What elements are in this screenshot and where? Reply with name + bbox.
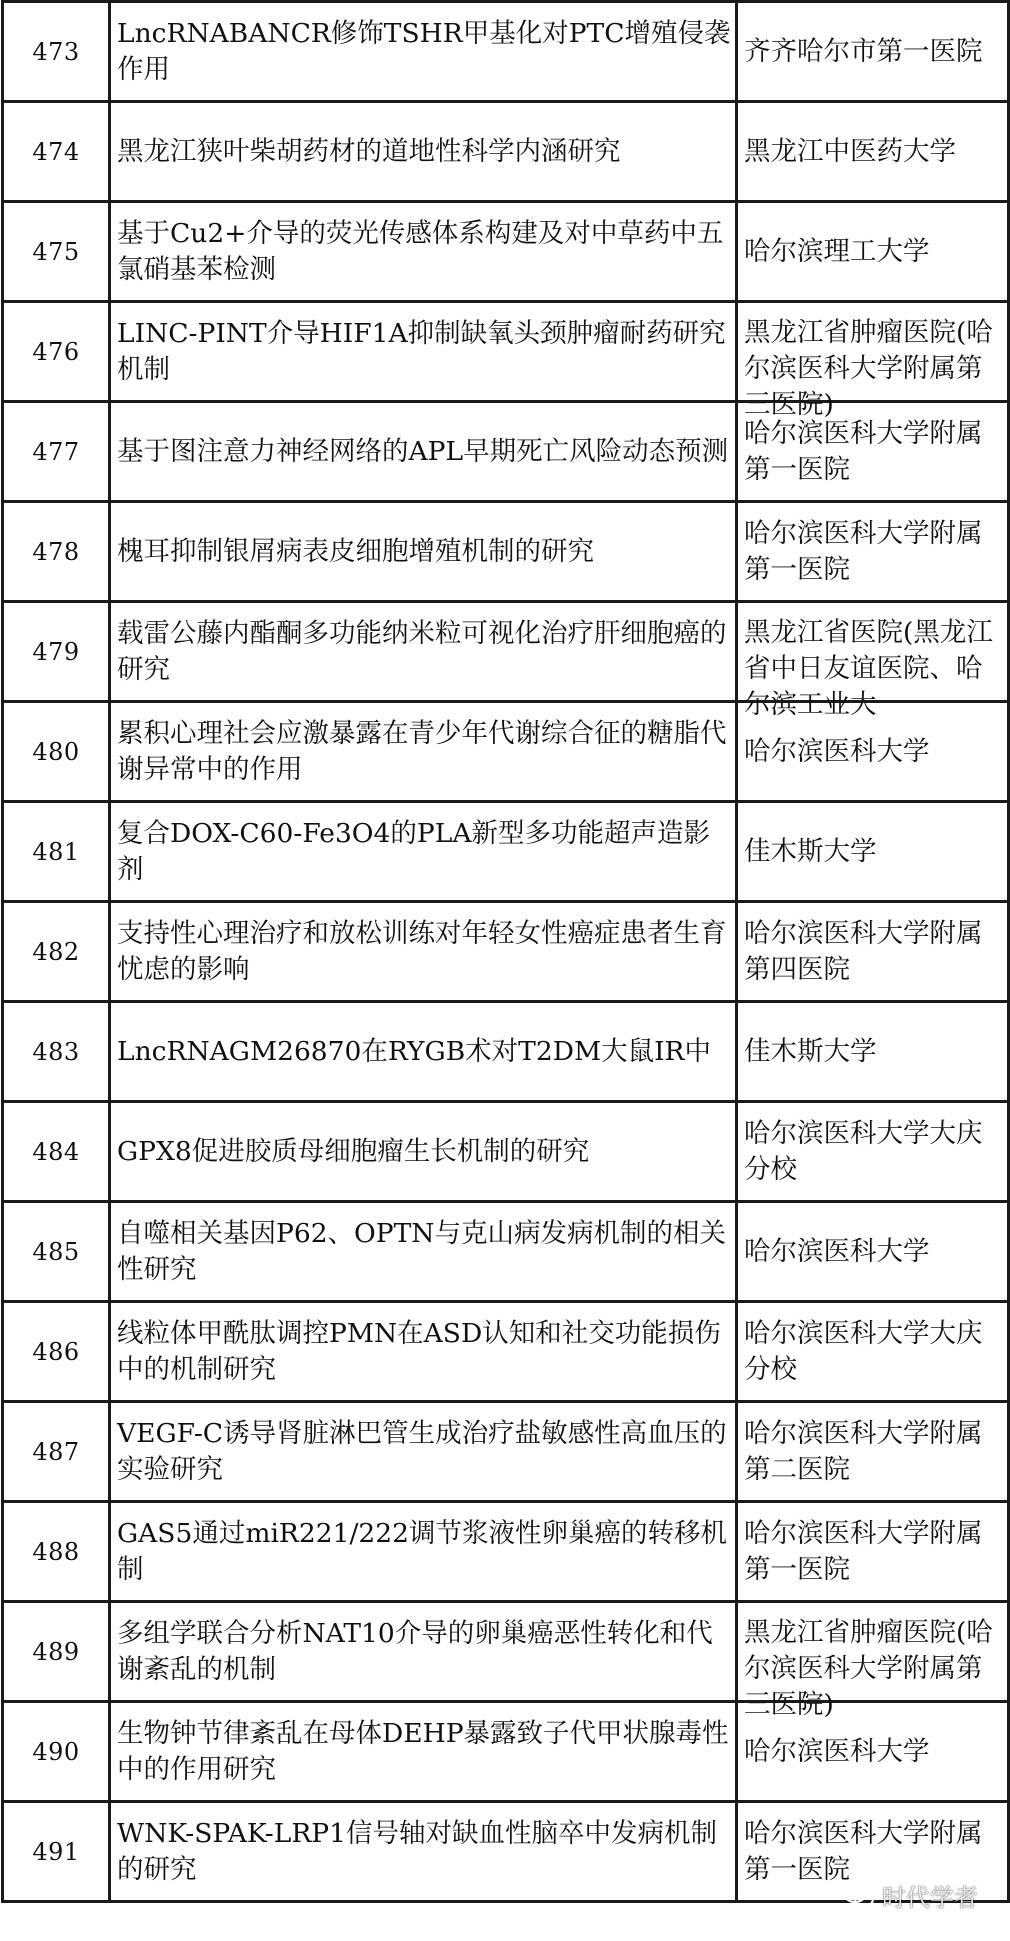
row-number-cell: 480	[3, 702, 110, 802]
institution-cell	[737, 402, 1009, 502]
table-row	[3, 802, 1009, 902]
row-number-cell: 474	[3, 102, 110, 202]
project-title-cell	[110, 1002, 737, 1102]
project-title-cell	[110, 202, 737, 302]
institution-text: 哈尔滨理工大学	[744, 235, 930, 267]
institution-text: 哈尔滨医科大学	[744, 1235, 930, 1267]
project-title-text: 复合DOX-C60-Fe3O4的PLA新型多功能超声造影剂	[117, 817, 710, 885]
institution-text: 黑龙江中医药大学	[744, 135, 956, 167]
institution-text: 哈尔滨医科大学附属第一医院	[744, 1517, 983, 1585]
row-number-cell: 486	[3, 1302, 110, 1402]
institution-cell	[737, 802, 1009, 902]
row-number-cell: 484	[3, 1102, 110, 1202]
table-row	[3, 202, 1009, 302]
project-title-cell	[110, 102, 737, 202]
row-number-cell: 479	[3, 602, 110, 702]
institution-cell	[737, 602, 1009, 720]
row-number-cell: 482	[3, 902, 110, 1002]
institution-cell	[737, 1602, 1009, 1720]
row-number-cell: 481	[3, 802, 110, 902]
institution-text: 黑龙江省肿瘤医院(哈尔滨医科大学附属第三医院)	[744, 1616, 993, 1720]
institution-cell	[737, 202, 1009, 302]
institution-text: 哈尔滨医科大学附属第四医院	[744, 917, 983, 985]
project-title-text: 自噬相关基因P62、OPTN与克山病发病机制的相关性研究	[117, 1217, 726, 1285]
project-title-text: 累积心理社会应激暴露在青少年代谢综合征的糖脂代谢异常中的作用	[117, 717, 727, 785]
project-title-cell	[110, 902, 737, 1002]
table-row	[3, 1302, 1009, 1402]
watermark-text: 时代学者	[882, 1884, 978, 1912]
institution-text: 齐齐哈尔市第一医院	[744, 35, 983, 67]
table-row	[3, 902, 1009, 1002]
institution-text: 哈尔滨医科大学	[744, 1735, 930, 1767]
table-row	[3, 2, 1009, 102]
project-title-text: 基于图注意力神经网络的APL早期死亡风险动态预测	[117, 435, 729, 467]
row-number-cell: 478	[3, 502, 110, 602]
project-title-cell	[110, 1202, 737, 1302]
row-number-cell: 477	[3, 402, 110, 502]
institution-cell	[737, 1302, 1009, 1402]
project-title-text: 生物钟节律紊乱在母体DEHP暴露致子代甲状腺毒性中的作用研究	[117, 1717, 729, 1785]
institution-text: 哈尔滨医科大学附属第一医院	[744, 1817, 983, 1885]
row-number-cell: 485	[3, 1202, 110, 1302]
project-title-cell	[110, 1702, 737, 1802]
table-body	[3, 2, 1009, 1902]
institution-text: 哈尔滨医科大学附属第一医院	[744, 517, 983, 585]
project-title-text: 线粒体甲酰肽调控PMN在ASD认知和社交功能损伤中的机制研究	[117, 1317, 721, 1385]
table-row	[3, 602, 1009, 702]
project-title-text: LINC-PINT介导HIF1A抑制缺氧头颈肿瘤耐药研究机制	[117, 317, 726, 385]
institution-cell	[737, 1502, 1009, 1602]
institution-text: 佳木斯大学	[744, 1035, 877, 1067]
institution-text: 哈尔滨医科大学附属第一医院	[744, 417, 983, 485]
project-title-cell	[110, 1102, 737, 1202]
institution-cell	[737, 902, 1009, 1002]
institution-cell	[737, 1102, 1009, 1202]
table-row	[3, 502, 1009, 602]
institution-cell	[737, 2, 1009, 102]
row-number-cell: 475	[3, 202, 110, 302]
institution-text: 佳木斯大学	[744, 835, 877, 867]
project-title-text: 槐耳抑制银屑病表皮细胞增殖机制的研究	[117, 535, 594, 567]
project-title-cell	[110, 702, 737, 802]
project-title-text: LncRNAGM26870在RYGB术对T2DM大鼠IR中	[117, 1035, 711, 1067]
project-title-text: LncRNABANCR修饰TSHR甲基化对PTC增殖侵袭作用	[117, 17, 731, 85]
table-row	[3, 1202, 1009, 1302]
institution-text: 哈尔滨医科大学附属第二医院	[744, 1417, 983, 1485]
institution-text: 黑龙江省肿瘤医院(哈尔滨医科大学附属第三医院)	[744, 316, 993, 420]
project-table	[1, 0, 1010, 1903]
table-row	[3, 102, 1009, 202]
project-title-cell	[110, 502, 737, 602]
project-title-cell	[110, 1802, 737, 1902]
project-title-text: GPX8促进胶质母细胞瘤生长机制的研究	[117, 1135, 590, 1167]
table-row	[3, 1502, 1009, 1602]
institution-cell	[737, 502, 1009, 602]
project-title-cell	[110, 1502, 737, 1602]
institution-cell	[737, 1402, 1009, 1502]
project-title-cell	[110, 1602, 737, 1702]
project-title-text: VEGF-C诱导肾脏淋巴管生成治疗盐敏感性高血压的实验研究	[117, 1417, 727, 1485]
table-row	[3, 1402, 1009, 1502]
row-number-cell: 476	[3, 302, 110, 402]
project-title-cell	[110, 302, 737, 402]
project-title-cell	[110, 1302, 737, 1402]
table-row	[3, 1102, 1009, 1202]
project-title-text: WNK-SPAK-LRP1信号轴对缺血性脑卒中发病机制的研究	[117, 1817, 718, 1885]
institution-text: 哈尔滨医科大学	[744, 735, 930, 767]
row-number-cell: 490	[3, 1702, 110, 1802]
row-number-cell: 491	[3, 1802, 110, 1902]
row-number-cell: 487	[3, 1402, 110, 1502]
table-row	[3, 402, 1009, 502]
row-number-cell: 489	[3, 1602, 110, 1702]
institution-cell	[737, 1002, 1009, 1102]
project-title-cell	[110, 2, 737, 102]
project-title-text: 基于Cu2+介导的荧光传感体系构建及对中草药中五氯硝基苯检测	[117, 217, 724, 285]
wechat-icon	[842, 1881, 876, 1911]
table-row	[3, 1002, 1009, 1102]
row-number-cell: 483	[3, 1002, 110, 1102]
row-number-cell: 473	[3, 2, 110, 102]
table-row	[3, 1702, 1009, 1802]
project-title-text: 多组学联合分析NAT10介导的卵巢癌恶性转化和代谢紊乱的机制	[117, 1617, 713, 1685]
table-row	[3, 1602, 1009, 1702]
project-title-cell	[110, 1402, 737, 1502]
project-title-text: 支持性心理治疗和放松训练对年轻女性癌症患者生育忧虑的影响	[117, 917, 727, 985]
project-title-cell	[110, 802, 737, 902]
institution-text: 哈尔滨医科大学大庆分校	[744, 1117, 983, 1185]
project-title-text: 黑龙江狭叶柴胡药材的道地性科学内涵研究	[117, 135, 621, 167]
institution-cell	[737, 302, 1009, 420]
table-row	[3, 302, 1009, 402]
institution-text: 黑龙江省医院(黑龙江省中日友谊医院、哈尔滨工业大	[744, 616, 993, 720]
project-title-cell	[110, 602, 737, 702]
project-title-text: 载雷公藤内酯酮多功能纳米粒可视化治疗肝细胞癌的研究	[117, 617, 727, 685]
watermark	[842, 1878, 978, 1913]
project-title-text: GAS5通过miR221/222调节浆液性卵巢癌的转移机制	[117, 1517, 727, 1585]
row-number-cell: 488	[3, 1502, 110, 1602]
project-title-cell	[110, 402, 737, 502]
institution-cell	[737, 1202, 1009, 1302]
institution-cell	[737, 102, 1009, 202]
institution-text: 哈尔滨医科大学大庆分校	[744, 1317, 983, 1385]
